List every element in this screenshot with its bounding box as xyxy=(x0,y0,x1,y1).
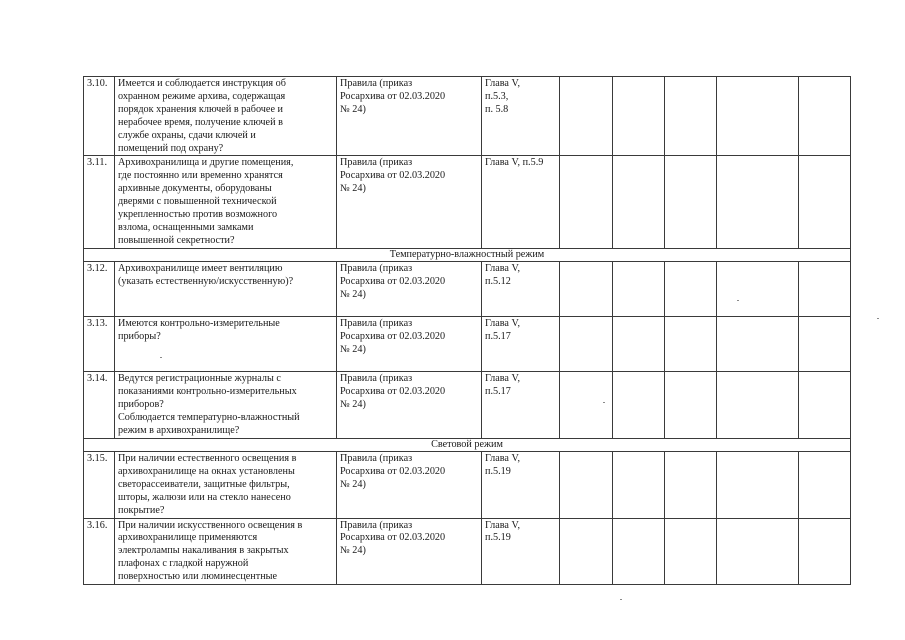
empty-cell xyxy=(717,372,799,439)
reference-line: п.5.19 xyxy=(485,465,511,477)
question-line: Имеются контрольно-измерительные xyxy=(118,318,280,330)
reference-line: п.5.17 xyxy=(485,386,511,398)
section-title: Температурно-влажностный режим xyxy=(84,249,851,262)
question-line: приборы? xyxy=(118,331,161,343)
reference-line: Глава V, xyxy=(485,78,521,89)
source-line: Правила (приказ xyxy=(340,157,413,169)
reference-cell xyxy=(482,156,560,249)
empty-cell xyxy=(560,262,613,317)
question-line: поверхностью или люминесцентные xyxy=(118,571,278,583)
question-line: электролампы накаливания в закрытых xyxy=(118,545,289,557)
row-number: 3.13. xyxy=(84,317,115,372)
table-row xyxy=(84,451,851,518)
question-line: плафонах с гладкой наружной xyxy=(118,558,249,570)
question-cell xyxy=(115,518,337,585)
source-line: № 24) xyxy=(340,103,366,115)
empty-cell xyxy=(665,317,717,372)
question-line: Ведутся регистрационные журналы с xyxy=(118,373,281,385)
reference-line: Глава V, п.5.9 xyxy=(485,157,544,169)
question-line: приборов? xyxy=(118,399,164,411)
checklist-table xyxy=(83,76,851,585)
source-cell xyxy=(337,262,482,317)
empty-cell xyxy=(560,77,613,156)
reference-line: п.5.19 xyxy=(485,532,511,544)
source-line: Росархива от 02.03.2020 xyxy=(340,170,446,182)
empty-cell xyxy=(799,77,851,156)
row-number: 3.12. xyxy=(84,262,115,317)
empty-cell xyxy=(799,317,851,372)
empty-cell xyxy=(560,451,613,518)
reference-line: Глава V, xyxy=(485,452,521,464)
empty-cell xyxy=(665,262,717,317)
question-line: где постоянно или временно хранятся xyxy=(118,170,283,182)
source-line: № 24) xyxy=(340,478,366,490)
source-cell xyxy=(337,518,482,585)
question-cell xyxy=(115,451,337,518)
empty-cell xyxy=(799,518,851,585)
question-line: взлома, оснащенными замками xyxy=(118,221,254,233)
source-line: № 24) xyxy=(340,289,366,301)
row-number: 3.15. xyxy=(84,451,115,518)
source-cell xyxy=(337,372,482,439)
empty-cell xyxy=(717,317,799,372)
empty-cell xyxy=(717,262,799,317)
scan-speck xyxy=(877,318,879,319)
empty-cell xyxy=(717,77,799,156)
reference-line: п.5.12 xyxy=(485,276,511,288)
source-line: Росархива от 02.03.2020 xyxy=(340,532,446,544)
reference-line: п.5.3, xyxy=(485,90,509,102)
question-line: шторы, жалюзи или на стекло нанесено xyxy=(118,491,291,503)
reference-cell xyxy=(482,262,560,317)
empty-cell xyxy=(613,372,665,439)
empty-cell xyxy=(665,518,717,585)
table-row xyxy=(84,156,851,249)
reference-line: Глава V, xyxy=(485,519,521,531)
reference-cell xyxy=(482,518,560,585)
question-line: покрытие? xyxy=(118,504,165,516)
empty-cell xyxy=(717,518,799,585)
scan-speck xyxy=(620,599,622,600)
question-line: архивохранилище применяются xyxy=(118,532,258,544)
reference-cell xyxy=(482,451,560,518)
question-line: службе охраны, сдачи ключей и xyxy=(118,129,256,141)
source-cell xyxy=(337,451,482,518)
question-line: охранном режиме архива, содержащая xyxy=(118,90,286,102)
reference-line: п.5.17 xyxy=(485,331,511,343)
question-line: архивохранилище на окнах установлены xyxy=(118,465,295,477)
source-line: № 24) xyxy=(340,344,366,356)
table-row xyxy=(84,77,851,156)
table-row xyxy=(84,372,851,439)
question-cell xyxy=(115,317,337,372)
question-cell xyxy=(115,262,337,317)
reference-cell xyxy=(482,77,560,156)
question-line: светорассеиватели, защитные фильтры, xyxy=(118,478,290,490)
section-row-temperature xyxy=(84,249,851,262)
empty-cell xyxy=(665,156,717,249)
source-line: № 24) xyxy=(340,183,366,195)
question-line: При наличии естественного освещения в xyxy=(118,452,297,464)
table-row xyxy=(84,262,851,317)
source-line: Росархива от 02.03.2020 xyxy=(340,276,446,288)
source-line: № 24) xyxy=(340,399,366,411)
question-line: помещений под охрану? xyxy=(118,142,224,154)
question-line: (указать естественную/искусственную)? xyxy=(118,276,294,288)
reference-line: п. 5.8 xyxy=(485,103,509,115)
empty-cell xyxy=(613,262,665,317)
question-line: укрепленностью против возможного xyxy=(118,209,278,221)
empty-cell xyxy=(560,518,613,585)
section-title: Световой режим xyxy=(84,438,851,451)
empty-cell xyxy=(799,372,851,439)
scan-speck xyxy=(603,402,605,403)
empty-cell xyxy=(613,77,665,156)
empty-cell xyxy=(613,317,665,372)
question-line: Имеется и соблюдается инструкция об xyxy=(118,78,286,89)
reference-line: Глава V, xyxy=(485,318,521,330)
question-line: архивные документы, оборудованы xyxy=(118,183,272,195)
reference-line: Глава V, xyxy=(485,373,521,385)
source-line: Росархива от 02.03.2020 xyxy=(340,465,446,477)
table-row xyxy=(84,518,851,585)
empty-cell xyxy=(613,451,665,518)
empty-cell xyxy=(717,451,799,518)
source-line: Правила (приказ xyxy=(340,318,413,330)
source-line: Правила (приказ xyxy=(340,78,413,89)
source-line: Росархива от 02.03.2020 xyxy=(340,90,446,102)
question-line: Архивохранилища и другие помещения, xyxy=(118,157,294,169)
scan-speck xyxy=(160,357,162,358)
question-line: порядок хранения ключей в рабочее и xyxy=(118,103,283,115)
empty-cell xyxy=(799,262,851,317)
question-line: При наличии искусственного освещения в xyxy=(118,519,303,531)
empty-cell xyxy=(560,317,613,372)
question-line: повышенной секретности? xyxy=(118,234,235,246)
question-cell xyxy=(115,156,337,249)
row-number: 3.10. xyxy=(84,77,115,156)
empty-cell xyxy=(717,156,799,249)
empty-cell xyxy=(799,156,851,249)
empty-cell xyxy=(613,518,665,585)
question-line: нерабочее время, получение ключей в xyxy=(118,116,283,128)
reference-cell xyxy=(482,317,560,372)
question-cell xyxy=(115,372,337,439)
table-row xyxy=(84,317,851,372)
section-row-lighting xyxy=(84,438,851,451)
empty-cell xyxy=(560,372,613,439)
source-line: Правила (приказ xyxy=(340,519,413,531)
source-cell xyxy=(337,317,482,372)
row-number: 3.11. xyxy=(84,156,115,249)
checklist-body xyxy=(84,77,851,585)
empty-cell xyxy=(560,156,613,249)
empty-cell xyxy=(665,77,717,156)
empty-cell xyxy=(665,372,717,439)
empty-cell xyxy=(665,451,717,518)
question-line: дверями с повышенной технической xyxy=(118,196,277,208)
source-line: Правила (приказ xyxy=(340,452,413,464)
source-line: № 24) xyxy=(340,545,366,557)
source-line: Росархива от 02.03.2020 xyxy=(340,386,446,398)
empty-cell xyxy=(799,451,851,518)
question-line: показаниями контрольно-измерительных xyxy=(118,386,297,398)
source-line: Росархива от 02.03.2020 xyxy=(340,331,446,343)
scan-speck xyxy=(737,300,739,301)
question-line: режим в архивохранилище? xyxy=(118,425,240,437)
reference-cell xyxy=(482,372,560,439)
source-line: Правила (приказ xyxy=(340,263,413,275)
source-cell xyxy=(337,156,482,249)
source-line: Правила (приказ xyxy=(340,373,413,385)
question-line: Архивохранилище имеет вентиляцию xyxy=(118,263,283,275)
question-line: Соблюдается температурно-влажностный xyxy=(118,412,300,424)
question-cell xyxy=(115,77,337,156)
empty-cell xyxy=(613,156,665,249)
reference-line: Глава V, xyxy=(485,263,521,275)
source-cell xyxy=(337,77,482,156)
row-number: 3.14. xyxy=(84,372,115,439)
row-number: 3.16. xyxy=(84,518,115,585)
